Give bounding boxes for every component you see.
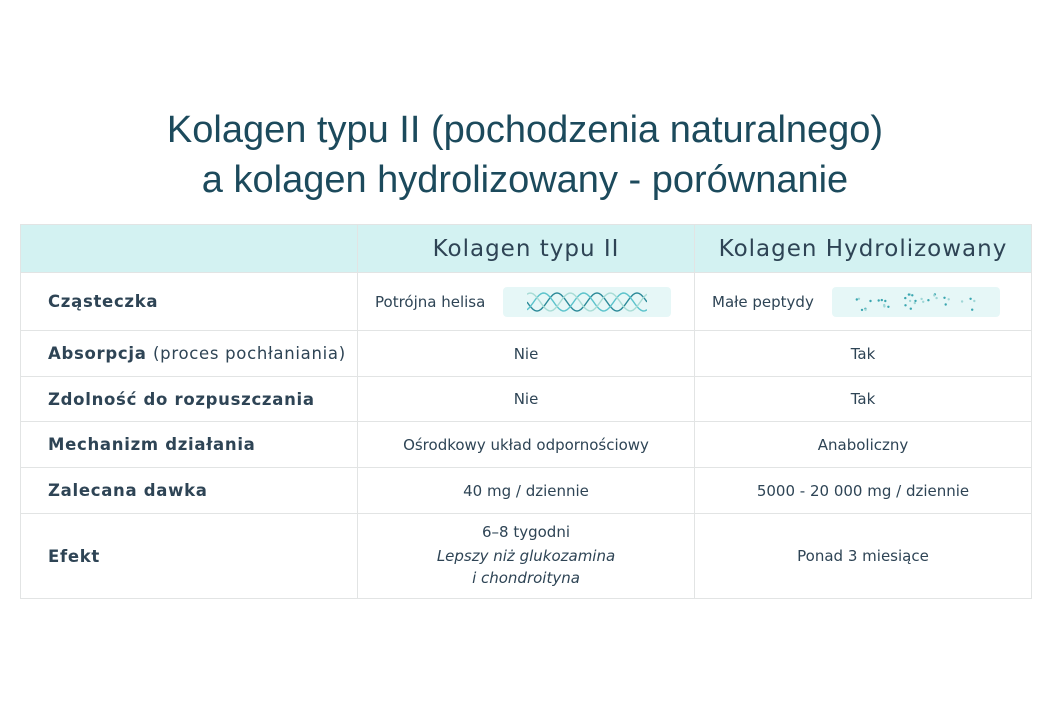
row-label: Efekt <box>21 514 358 599</box>
peptide-dot <box>909 299 911 301</box>
table-row <box>21 273 1032 331</box>
cell: Tak <box>695 331 1032 377</box>
peptide-dot <box>887 305 889 307</box>
cell <box>358 514 695 599</box>
table-row <box>21 377 1032 422</box>
cell: 5000 - 20 000 mg / dziennie <box>695 468 1032 514</box>
peptide-dot <box>864 308 866 310</box>
table-row <box>21 422 1032 468</box>
header-row <box>21 225 1032 273</box>
peptide-dot <box>943 296 945 298</box>
peptide-dot <box>908 293 910 295</box>
cell <box>695 273 1032 331</box>
header-empty <box>21 225 358 273</box>
row-label: Zdolność do rozpuszczania <box>21 377 358 422</box>
table-row <box>21 331 1032 377</box>
peptide-dot <box>944 303 946 305</box>
peptide-dot <box>961 300 963 302</box>
cell: Ośrodkowy układ odpornościowy <box>358 422 695 468</box>
peptide-dot <box>911 294 913 296</box>
header-type2: Kolagen typu II <box>358 225 695 273</box>
peptide-dot <box>904 296 906 298</box>
cell: Ponad 3 miesiące <box>695 514 1032 599</box>
title-line-1: Kolagen typu II (pochodzenia naturalnego) <box>166 109 884 151</box>
row-label <box>21 331 358 377</box>
row-label: Zalecana dawka <box>21 468 358 514</box>
peptide-dot <box>914 299 916 301</box>
cell-text: Potrójna helisa <box>375 292 486 311</box>
cell: Nie <box>358 377 695 422</box>
peptide-dot <box>883 305 885 307</box>
peptide-dot <box>920 297 922 299</box>
peptide-dot <box>904 304 906 306</box>
cell-note: i chondroityna <box>472 569 580 587</box>
cell <box>358 273 695 331</box>
cell: Tak <box>695 377 1032 422</box>
peptide-dot <box>869 299 871 301</box>
cell: Nie <box>358 331 695 377</box>
peptide-dot <box>858 297 860 299</box>
peptide-dot <box>971 308 973 310</box>
title-line-2: a kolagen hydrolizowany - porównanie <box>201 159 849 201</box>
peptide-dot <box>969 297 971 299</box>
peptide-dot <box>877 299 879 301</box>
peptide-dots-icon <box>832 287 1000 317</box>
peptide-dot <box>861 308 863 310</box>
label-note: (proces pochłaniania) <box>153 344 346 363</box>
header-hydrolyzed: Kolagen Hydrolizowany <box>695 225 1032 273</box>
peptide-dot <box>973 299 975 301</box>
row-label: Mechanizm działania <box>21 422 358 468</box>
peptide-dot <box>909 307 911 309</box>
peptide-dot <box>933 294 935 296</box>
table-row <box>21 468 1032 514</box>
triple-helix-icon <box>503 287 671 317</box>
cell: 40 mg / dziennie <box>358 468 695 514</box>
page-title <box>0 105 1050 205</box>
table-row <box>21 514 1032 599</box>
peptide-dot <box>947 298 949 300</box>
row-label: Cząsteczka <box>21 273 358 331</box>
peptide-dot <box>880 298 882 300</box>
cell: Anaboliczny <box>695 422 1032 468</box>
comparison-table <box>20 224 1032 599</box>
peptide-dot <box>922 300 924 302</box>
cell-text: Małe peptydy <box>712 292 814 311</box>
cell-text: 6–8 tygodni <box>481 523 570 541</box>
peptide-dot <box>927 299 929 301</box>
peptide-dot <box>884 299 886 301</box>
peptide-dot <box>913 301 915 303</box>
label-text: Absorpcja <box>48 344 147 363</box>
peptide-dot <box>935 296 937 298</box>
cell-note: Lepszy niż glukozamina <box>436 547 616 565</box>
peptide-dot <box>855 298 857 300</box>
